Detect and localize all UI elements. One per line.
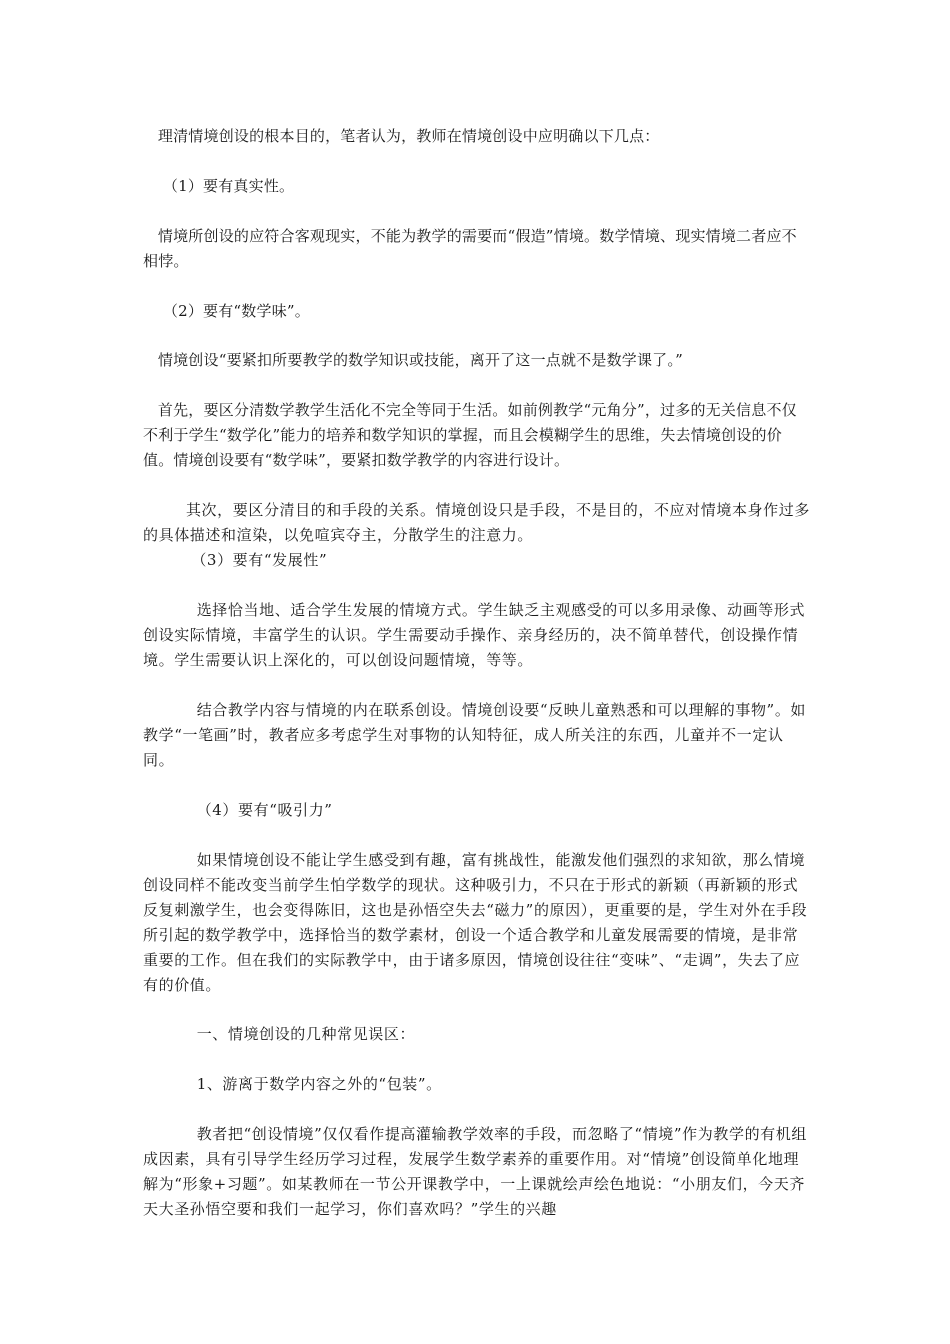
heading-point-4: （4）要有“吸引力” — [143, 801, 333, 819]
paragraph-math-flavor: 情境创设“要紧扣所要教学的数学知识或技能，离开了这一点就不是数学课了。” — [143, 351, 683, 369]
paragraph-first: 首先，要区分清数学教学生活化不完全等同于生活。如前例教学“元角分”，过多的无关信息不仅不利于学生“数学化”能力的培养和数学知识的掌握，而且会模糊学生的思维，失去情境创设的价值。情境创设要有“数学味”，要紧扣数学教学的内容进行设计。 — [143, 401, 797, 469]
heading-point-1: （1）要有真实性。 — [143, 177, 295, 195]
heading-misconception-1: 1、游离于数学内容之外的“包装”。 — [143, 1075, 442, 1093]
paragraph-attraction: 如果情境创设不能让学生感受到有趣，富有挑战性，能激发他们强烈的求知欲，那么情境创设同样不能改变当前学生怕学数学的现状。这种吸引力，不只在于形式的新颖（再新颖的形式反复刺激学生，也会变得陈旧，这也是孙悟空失去“磁力”的原因），更重要的是，学生对外在手段所引起的数学教学中，选择恰当的数学素材，创设一个适合教学和儿童发展需要的情境，是非常重要的工作。但在我们的实际教学中，由于诸多原因，情境创设往往“变味”、“走调”，失去了应有的价值。 — [143, 851, 808, 994]
heading-point-2: （2）要有“数学味”。 — [143, 302, 310, 320]
paragraph-authenticity: 情境所创设的应符合客观现实，不能为教学的需要而“假造”情境。数学情境、现实情境二者应不相悖。 — [143, 227, 797, 270]
paragraph-connection: 结合教学内容与情境的内在联系创设。情境创设要“反映儿童熟悉和可以理解的事物”。如教学“一笔画”时，教者应多考虑学生对事物的认知特征，成人所关注的东西，儿童并不一定认同。 — [143, 701, 807, 769]
paragraph-intro: 理清情境创设的根本目的，笔者认为，教师在情境创设中应明确以下几点： — [143, 127, 660, 145]
paragraph-second: 其次，要区分清目的和手段的关系。情境创设只是手段，不是目的，不应对情境本身作过多的具体描述和渲染，以免喧宾夺主，分散学生的注意力。 — [143, 501, 810, 544]
heading-point-3: （3）要有“发展性” — [143, 551, 328, 569]
paragraph-packaging: 教者把“创设情境”仅仅看作提高灌输教学效率的手段，而忽略了“情境”作为教学的有机组成因素，具有引导学生经历学习过程，发展学生数学素养的重要作用。对“情境”创设简单化地理解为“形象+习题”。如某教师在一节公开课教学中，一上课就绘声绘色地说：“小朋友们，今天齐天大圣孙悟空要和我们一起学习，你们喜欢吗？”学生的兴趣 — [143, 1125, 807, 1218]
paragraph-choose-method: 选择恰当地、适合学生发展的情境方式。学生缺乏主观感受的可以多用录像、动画等形式创设实际情境，丰富学生的认识。学生需要动手操作、亲身经历的，决不简单替代，创设操作情境。学生需要认识上深化的，可以创设问题情境，等等。 — [143, 601, 806, 669]
heading-misconceptions: 一、情境创设的几种常见误区： — [143, 1025, 416, 1043]
